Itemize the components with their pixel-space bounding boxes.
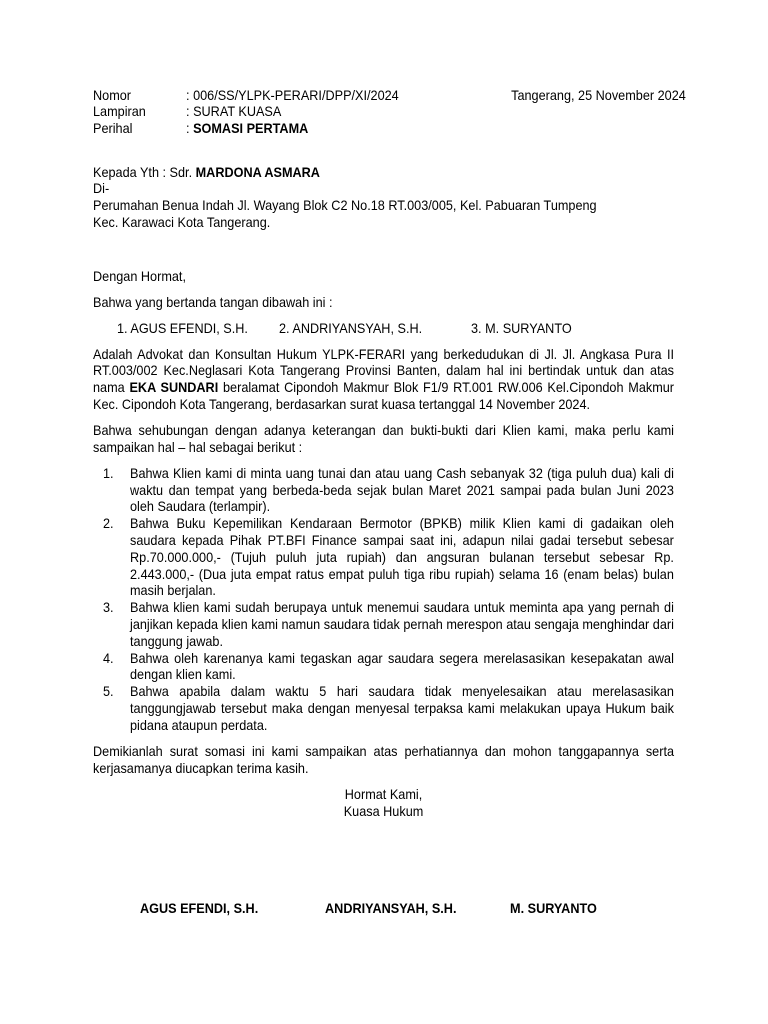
letter-header (93, 87, 687, 137)
representation-paragraph (93, 346, 674, 413)
list-item-number: 4. (102, 649, 114, 666)
list-item (93, 650, 674, 684)
greeting: Dengan Hormat, (93, 267, 186, 284)
list-item-text: Bahwa oleh karenanya kami tegaskan agar saudara segera merelasasikan kesepakatan awal dengan klien kami. (130, 649, 674, 683)
recipient-name: MARDONA ASMARA (195, 163, 320, 180)
letter-number: 006/SS/YLPK-PERARI/DPP/XI/2024 (193, 86, 399, 103)
closing-regards: Hormat Kami, (344, 785, 423, 802)
signature-name: M. SURYANTO (510, 899, 597, 916)
client-name: EKA SUNDARI (129, 379, 219, 396)
header-colon: : (186, 120, 190, 137)
list-item (93, 683, 674, 733)
letter-subject: SOMASI PERTAMA (193, 120, 309, 137)
list-item-text: Bahwa Klien kami di minta uang tunai dan atau uang Cash sebanyak 32 (tiga puluh dua) kali di waktu dan tempat yang berbeda-beda sejak bulan Maret 2021 sampai pada bulan Juni 2023 oleh Saudara (terlampir). (130, 464, 674, 515)
letter-body (93, 0, 687, 916)
recipient-block (93, 164, 674, 231)
points-list (93, 465, 674, 734)
recipient-prefix: Kepada Yth : Sdr. (93, 163, 193, 180)
letter-attachment: SURAT KUASA (193, 103, 282, 120)
signatories-intro: Bahwa yang bertanda tangan dibawah ini : (93, 293, 333, 310)
header-label: Perihal (93, 120, 133, 137)
signatories-list (93, 320, 674, 337)
closing-block (93, 786, 674, 820)
recipient-di: Di- (93, 180, 110, 197)
list-item-number: 1. (102, 464, 114, 481)
recipient-address-line: Perumahan Benua Indah Jl. Wayang Blok C2 No.18 RT.003/005, Kel. Pabuaran Tumpeng (93, 197, 597, 214)
signature-names (93, 900, 674, 917)
signatory-name: 3. M. SURYANTO (471, 319, 572, 336)
list-item-number: 2. (102, 515, 114, 532)
header-colon: : (186, 103, 190, 120)
header-label: Nomor (93, 86, 132, 103)
list-item-number: 3. (102, 599, 114, 616)
recipient-address-line: Kec. Karawaci Kota Tangerang. (93, 213, 271, 230)
points-intro: Bahwa sehubungan dengan adanya keterangan dan bukti-bukti dari Klien kami, maka perlu kami sampaikan hal – hal sebagai berikut : (93, 421, 675, 455)
header-row-subject (93, 120, 687, 137)
list-item-text: Bahwa klien kami sudah berupaya untuk menemui saudara untuk meminta apa yang pernah di janjikan kepada klien kami namun saudara tidak pernah merespon atau sengaja menghindar dari tanggung jawab. (130, 599, 674, 649)
list-item-text: Bahwa apabila dalam waktu 5 hari saudara tidak menyelesaikan atau merelasasikan tanggungjawab tersebut maka dengan menyesal terpaksa kami melakukan upaya Hukum baik pidana ataupun perdata. (130, 683, 674, 733)
closing-paragraph: Demikianlah surat somasi ini kami sampaikan atas perhatiannya dan mohon tanggapannya serta kerjasamanya diucapkan terima kasih. (93, 742, 675, 776)
closing-role: Kuasa Hukum (343, 802, 424, 819)
signature-name: AGUS EFENDI, S.H. (139, 899, 259, 916)
header-row-attachment (93, 103, 687, 120)
recipient-line (93, 164, 674, 181)
header-label: Lampiran (93, 103, 146, 120)
signature-name: ANDRIYANSYAH, S.H. (325, 899, 457, 916)
list-item-number: 5. (102, 683, 114, 700)
representation-text: Adalah Advokat dan Konsultan Hukum YLPK-FERARI yang berkedudukan di Jl. Jl. Angkasa Pura II RT.003/002 Kec.Neglasari Kota Tangerang Provinsi Banten, dalam hal ini bertindak untuk dan atas nama (93, 345, 675, 396)
list-item (93, 515, 674, 599)
signatory-name: 2. ANDRIYANSYAH, S.H. (278, 319, 423, 336)
list-item (93, 599, 674, 649)
list-item (93, 465, 674, 515)
signatory-name: 1. AGUS EFENDI, S.H. (116, 319, 248, 336)
place-date: Tangerang, 25 November 2024 (511, 86, 686, 103)
representation-text: beralamat Cipondoh Makmur Blok F1/9 RT.001 RW.006 Kel.Cipondoh Makmur Kec. Cipondoh Kota Tangerang, berdasarkan surat kuasa tertanggal 14 November 2024. (93, 379, 675, 412)
header-colon: : (186, 86, 190, 103)
list-item-text: Bahwa Buku Kepemilikan Kendaraan Bermotor (BPKB) milik Klien kami di gadaikan oleh saudara kepada Pihak PT.BFI Finance sampai saat ini, adapun nilai gadai tersebut sebesar Rp.70.000.000,- (Tujuh puluh juta rupiah) dan angsuran bulanan tersebut sebesar Rp. 2.443.000,- (Dua juta empat ratus empat puluh tiga ribu rupiah) selama 16 (enam belas) bulan masih berjalan. (130, 515, 674, 599)
